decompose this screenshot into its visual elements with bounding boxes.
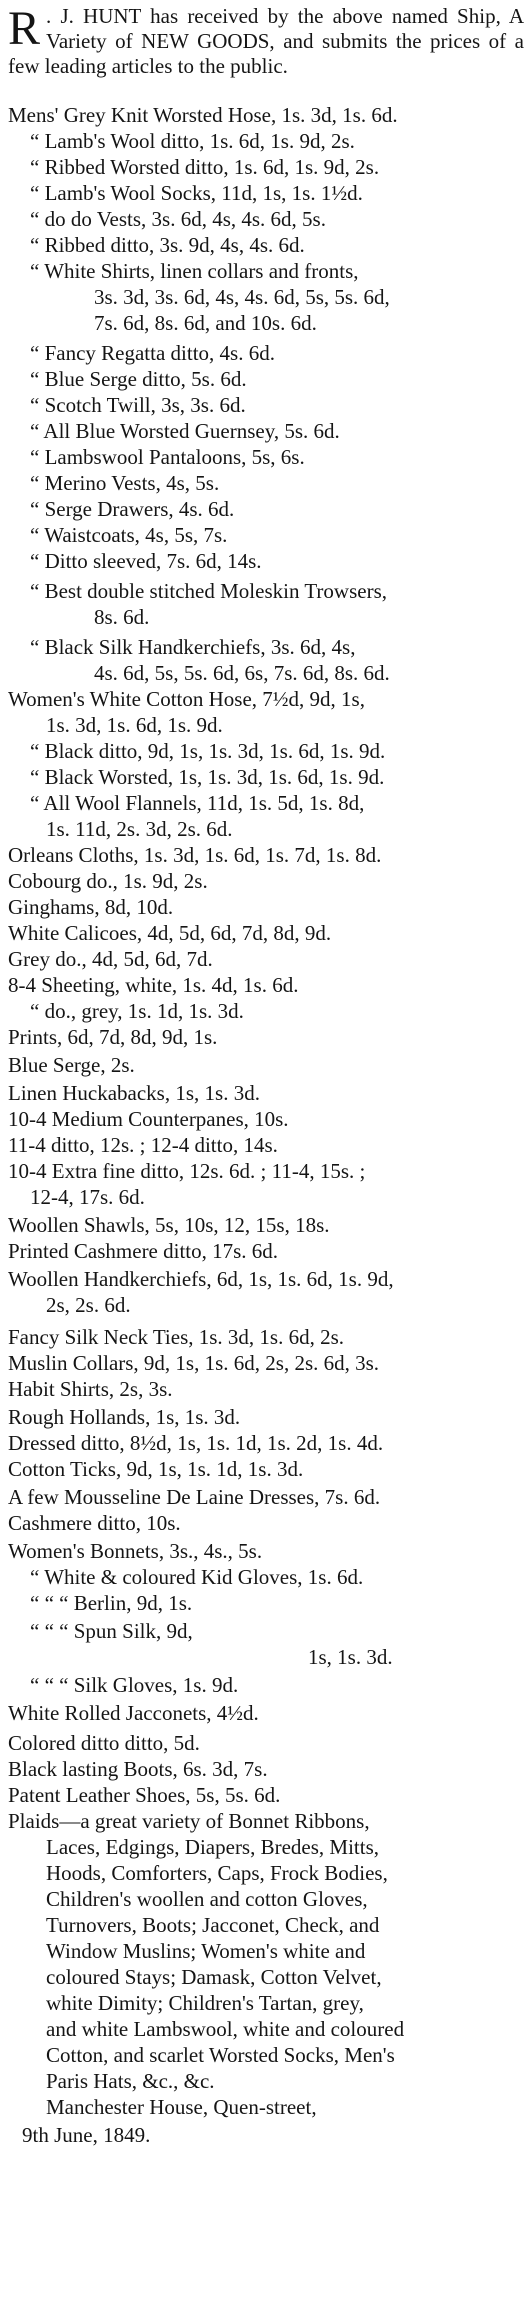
price-line: 2s, 2s. 6d.	[46, 1293, 131, 1317]
drop-cap: R	[8, 2, 41, 55]
price-line: “ Merino Vests, 4s, 5s.	[30, 471, 220, 495]
price-line: 12-4, 17s. 6d.	[30, 1185, 145, 1209]
price-line: 10-4 Extra fine ditto, 12s. 6d. ; 11-4, 15s. ;	[8, 1159, 366, 1183]
price-line: “ Black Worsted, 1s, 1s. 3d, 1s. 6d, 1s. 9d.	[30, 765, 385, 789]
price-line: Dressed ditto, 8½d, 1s, 1s. 1d, 1s. 2d, 1s. 4d.	[8, 1431, 384, 1455]
price-line: “ “ “ Silk Gloves, 1s. 9d.	[30, 1673, 239, 1697]
price-line: Habit Shirts, 2s, 3s.	[8, 1377, 173, 1401]
price-line: Women's Bonnets, 3s., 4s., 5s.	[8, 1539, 263, 1563]
price-line: Ginghams, 8d, 10d.	[8, 895, 174, 919]
price-line: “ Lamb's Wool Socks, 11d, 1s, 1s. 1½d.	[30, 181, 363, 205]
price-line: Prints, 6d, 7d, 8d, 9d, 1s.	[8, 1025, 218, 1049]
price-line: 7s. 6d, 8s. 6d, and 10s. 6d.	[94, 311, 317, 335]
price-line: “ Blue Serge ditto, 5s. 6d.	[30, 367, 247, 391]
price-line: “ White Shirts, linen collars and fronts,	[30, 259, 359, 283]
price-line: 8s. 6d.	[94, 605, 150, 629]
price-line: “ Black Silk Handkerchiefs, 3s. 6d, 4s,	[30, 635, 356, 659]
price-line: “ All Blue Worsted Guernsey, 5s. 6d.	[30, 419, 340, 443]
price-line: White Calicoes, 4d, 5d, 6d, 7d, 8d, 9d.	[8, 921, 332, 945]
price-line: “ Lamb's Wool ditto, 1s. 6d, 1s. 9d, 2s.	[30, 129, 355, 153]
price-line: Children's woollen and cotton Gloves,	[46, 1887, 368, 1911]
price-line: Hoods, Comforters, Caps, Frock Bodies,	[46, 1861, 388, 1885]
price-line: Woollen Shawls, 5s, 10s, 12, 15s, 18s.	[8, 1213, 330, 1237]
price-line: 11-4 ditto, 12s. ; 12-4 ditto, 14s.	[8, 1133, 278, 1157]
price-line: Laces, Edgings, Diapers, Bredes, Mitts,	[46, 1835, 380, 1859]
price-line: Blue Serge, 2s.	[8, 1053, 135, 1077]
price-line: Grey do., 4d, 5d, 6d, 7d.	[8, 947, 213, 971]
price-line: Women's White Cotton Hose, 7½d, 9d, 1s,	[8, 687, 365, 711]
price-line: Plaids—a great variety of Bonnet Ribbons,	[8, 1809, 370, 1833]
price-line: “ Ditto sleeved, 7s. 6d, 14s.	[30, 549, 262, 573]
price-line: Manchester House, Quen-street,	[46, 2095, 317, 2119]
price-line: Cotton Ticks, 9d, 1s, 1s. 1d, 1s. 3d.	[8, 1457, 304, 1481]
price-line: coloured Stays; Damask, Cotton Velvet,	[46, 1965, 382, 1989]
price-line: “ do do Vests, 3s. 6d, 4s, 4s. 6d, 5s.	[30, 207, 326, 231]
price-line: Woollen Handkerchiefs, 6d, 1s, 1s. 6d, 1s. 9d,	[8, 1267, 394, 1291]
price-line: Colored ditto ditto, 5d.	[8, 1731, 200, 1755]
price-line: Cobourg do., 1s. 9d, 2s.	[8, 869, 208, 893]
price-line: Mens' Grey Knit Worsted Hose, 1s. 3d, 1s. 6d.	[8, 103, 398, 127]
price-line: and white Lambswool, white and coloured	[46, 2017, 405, 2041]
price-line: white Dimity; Children's Tartan, grey,	[46, 1991, 364, 2015]
price-line: Muslin Collars, 9d, 1s, 1s. 6d, 2s, 2s. 6d, 3s.	[8, 1351, 380, 1375]
price-line: 1s. 11d, 2s. 3d, 2s. 6d.	[46, 817, 233, 841]
intro-paragraph	[8, 4, 524, 79]
price-line: “ All Wool Flannels, 11d, 1s. 5d, 1s. 8d,	[30, 791, 365, 815]
price-line: Cotton, and scarlet Worsted Socks, Men's	[46, 2043, 395, 2067]
price-line: Rough Hollands, 1s, 1s. 3d.	[8, 1405, 241, 1429]
price-line: 1s, 1s. 3d.	[308, 1645, 393, 1669]
price-line: “ White & coloured Kid Gloves, 1s. 6d.	[30, 1565, 364, 1589]
price-line: “ Best double stitched Moleskin Trowsers,	[30, 579, 387, 603]
price-line: White Rolled Jacconets, 4½d.	[8, 1701, 259, 1725]
intro-text: . J. HUNT has received by the above named Ship, A Variety of NEW GOODS, and submits the prices of a few leading articles to the public.	[8, 4, 524, 78]
price-line: Black lasting Boots, 6s. 3d, 7s.	[8, 1757, 268, 1781]
price-line: “ Waistcoats, 4s, 5s, 7s.	[30, 523, 228, 547]
price-line: “ Fancy Regatta ditto, 4s. 6d.	[30, 341, 275, 365]
price-line: 1s. 3d, 1s. 6d, 1s. 9d.	[46, 713, 223, 737]
price-line: “ Lambswool Pantaloons, 5s, 6s.	[30, 445, 305, 469]
price-line: “ Scotch Twill, 3s, 3s. 6d.	[30, 393, 246, 417]
price-line: Window Muslins; Women's white and	[46, 1939, 366, 1963]
price-line: “ Ribbed ditto, 3s. 9d, 4s, 4s. 6d.	[30, 233, 305, 257]
price-line: Patent Leather Shoes, 5s, 5s. 6d.	[8, 1783, 281, 1807]
price-line: “ “ “ Spun Silk, 9d,	[30, 1619, 193, 1643]
price-line: Printed Cashmere ditto, 17s. 6d.	[8, 1239, 279, 1263]
price-line: Paris Hats, &c., &c.	[46, 2069, 215, 2093]
price-line: Turnovers, Boots; Jacconet, Check, and	[46, 1913, 380, 1937]
price-line: 10-4 Medium Counterpanes, 10s.	[8, 1107, 289, 1131]
price-line: Linen Huckabacks, 1s, 1s. 3d.	[8, 1081, 260, 1105]
price-line: A few Mousseline De Laine Dresses, 7s. 6d.	[8, 1485, 381, 1509]
price-line: 8-4 Sheeting, white, 1s. 4d, 1s. 6d.	[8, 973, 299, 997]
price-line: “ do., grey, 1s. 1d, 1s. 3d.	[30, 999, 244, 1023]
price-line: “ “ “ Berlin, 9d, 1s.	[30, 1591, 193, 1615]
price-line: 4s. 6d, 5s, 5s. 6d, 6s, 7s. 6d, 8s. 6d.	[94, 661, 390, 685]
price-line: Cashmere ditto, 10s.	[8, 1511, 181, 1535]
price-line: 3s. 3d, 3s. 6d, 4s, 4s. 6d, 5s, 5s. 6d,	[94, 285, 390, 309]
address-line: 9th June, 1849.	[22, 2123, 151, 2147]
price-line: “ Black ditto, 9d, 1s, 1s. 3d, 1s. 6d, 1s. 9d.	[30, 739, 386, 763]
price-line: Orleans Cloths, 1s. 3d, 1s. 6d, 1s. 7d, 1s. 8d.	[8, 843, 382, 867]
price-line: “ Ribbed Worsted ditto, 1s. 6d, 1s. 9d, 2s.	[30, 155, 380, 179]
price-line: “ Serge Drawers, 4s. 6d.	[30, 497, 235, 521]
price-line: Fancy Silk Neck Ties, 1s. 3d, 1s. 6d, 2s.	[8, 1325, 345, 1349]
